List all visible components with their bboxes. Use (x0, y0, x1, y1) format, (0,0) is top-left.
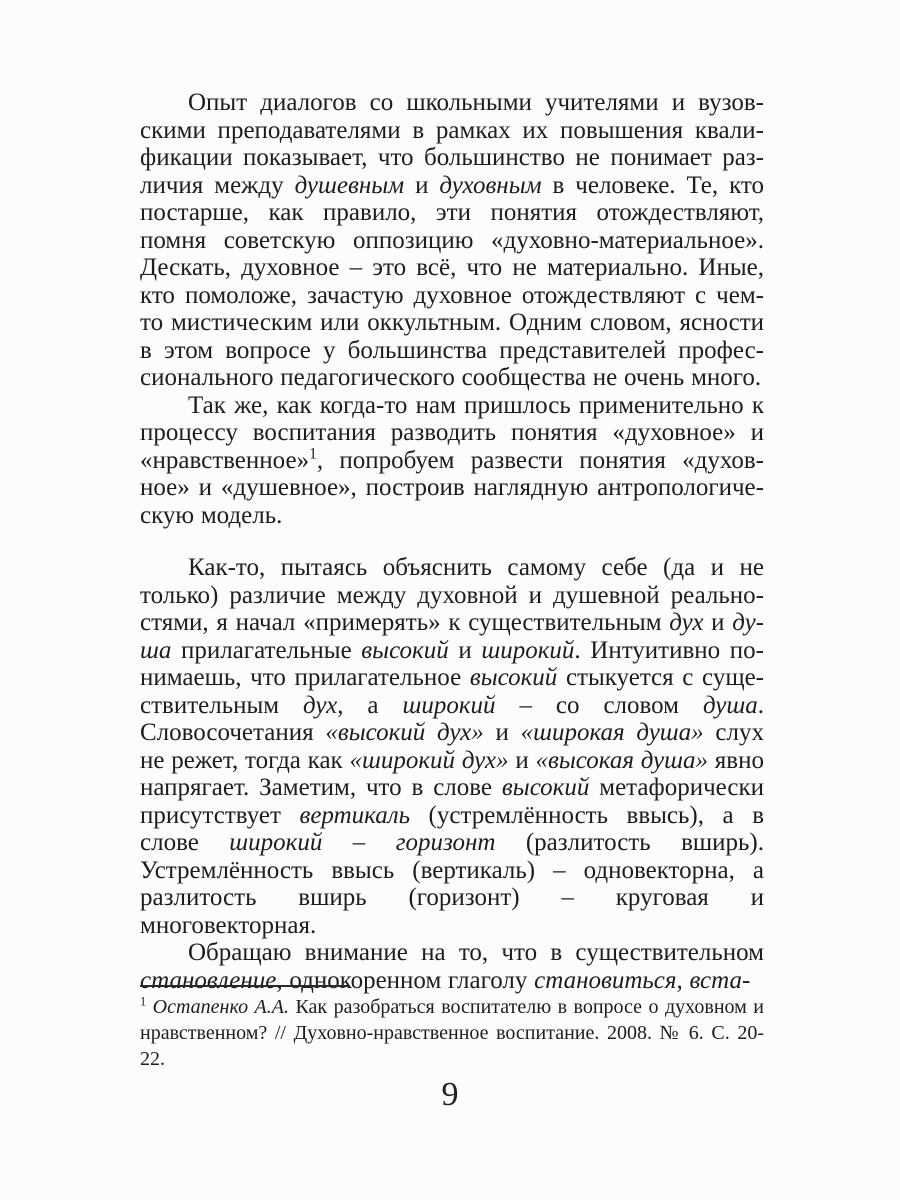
italic-text-segment: широкий (402, 691, 496, 719)
italic-text-segment: вертикаль (299, 801, 410, 829)
italic-text-segment: становиться, вста- (534, 966, 751, 994)
italic-text-segment: «высокая душа» (535, 746, 709, 774)
text-segment: и (508, 746, 536, 774)
paragraph-experience-dialogs (140, 89, 764, 392)
italic-text-segment: дух (303, 691, 338, 719)
text-segment: Обращаю внимание на то, что в существительном (188, 939, 764, 966)
italic-text-segment: духовным (439, 171, 542, 199)
text-segment: метафорически присутствует (140, 774, 764, 829)
text-segment: в человеке. Те, кто постарше, как правило, эти понятия отождествляют, помня советскую оппозицию «духовно-материальное». Дескать, духовное – это всё, что не материально. Иные, кто помоложе, зачастую духовное отождествляют с чем-то мистическим или оккультным. Одним словом, ясности в этом вопросе у большинства представителей профессионального педагогического сообщества не очень много. (140, 171, 764, 391)
paragraph-concepts-separation (140, 392, 764, 530)
italic-text-segment: дух (669, 609, 704, 636)
footnote-separator-rule (140, 985, 350, 987)
text-segment: – (322, 829, 396, 856)
text-segment: и (703, 609, 733, 636)
text-segment: . Интуитивно понимаешь, что прилагательное (140, 636, 764, 691)
footnote-citation (140, 994, 764, 1072)
italic-text-segment: широкий (481, 636, 575, 664)
text-segment: Опыт диалогов со школьными учителями и вузовскими преподавателями в рамках их повышения квалификации показывает, что большинство не понимает различия между (140, 89, 764, 199)
italic-text-segment: душа (140, 609, 764, 664)
italic-text-segment: широкий (229, 829, 323, 856)
text-segment: . Словосочетания (140, 691, 764, 746)
text-segment: слух не режет, тогда как (140, 719, 764, 774)
text-segment: стыкуется с существительным (140, 664, 764, 719)
text-segment: , попробуем развести понятия «духовное» и «душевное», построив наглядную антропологическую модель. (140, 446, 764, 529)
text-segment: (разлитость вширь). Устремлённость ввысь (вертикаль) – одновекторна, а разлитость вширь (горизонт) – круговая и многовекторная. (140, 829, 765, 939)
italic-text-segment: становление (140, 966, 277, 994)
italic-text-segment: горизонт (395, 829, 496, 856)
italic-text-segment: «широкий дух» (349, 746, 509, 774)
text-segment: и (404, 171, 440, 199)
text-segment: прилагательные (171, 636, 362, 664)
text-segment: Как разобраться воспитателю в вопросе о духовном и нравственном? // Духовно-нравственное воспитание. 2008. № 6. С. 20-22. (140, 996, 764, 1070)
italic-text-segment: высокий (361, 636, 449, 664)
superscript-reference: 1 (140, 994, 147, 1009)
italic-text-segment: Остапенко А.А. (152, 996, 289, 1018)
italic-text-segment: «высокий дух» (325, 719, 484, 746)
text-segment: Как-то, пытаясь объяснить самому себе (да и не только) различие между духовной и душевной реальностями, я начал «примерять» к существительным (140, 554, 764, 636)
page-number: 9 (441, 1076, 459, 1113)
italic-text-segment: душа (702, 691, 758, 719)
italic-text-segment: высокий (469, 664, 558, 691)
text-segment: явно напрягает. Заметим, что в слове (140, 746, 764, 801)
superscript-reference: 1 (309, 445, 317, 463)
italic-text-segment: «широкая душа» (520, 719, 704, 746)
text-segment: , а (337, 691, 403, 719)
italic-text-segment: высокий (501, 774, 590, 801)
text-segment: и (483, 719, 521, 746)
text-segment: Так же, как когда-то нам пришлось применительно к процессу воспитания разводить понятия «духовное» и «нравственное» (140, 391, 764, 474)
text-segment: и (448, 636, 482, 664)
text-segment: , однокоренном глаголу (276, 966, 535, 994)
paragraph-adjectives-experiment (140, 554, 764, 939)
text-segment: – со словом (495, 691, 703, 719)
text-segment: (устремлённость ввысь), а в слове (140, 801, 764, 856)
italic-text-segment: душевным (294, 171, 405, 199)
body-text (140, 89, 764, 994)
footnote-area (140, 985, 764, 1072)
